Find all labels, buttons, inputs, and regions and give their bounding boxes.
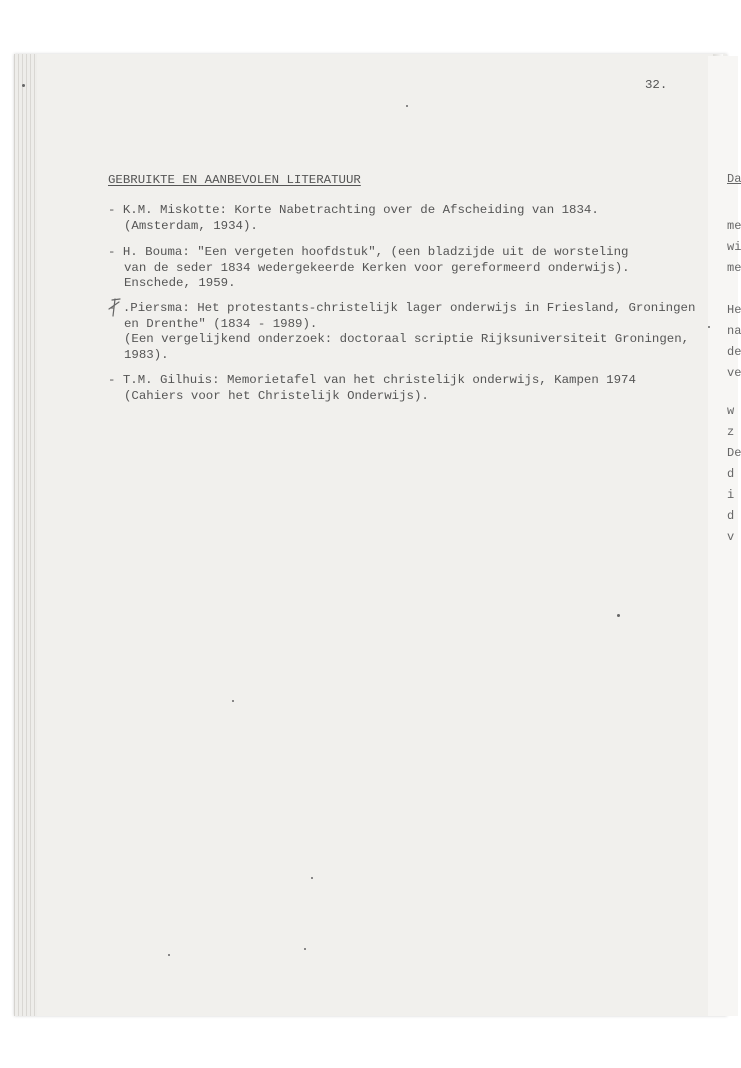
adjacent-page-fragment: z <box>727 425 735 439</box>
adjacent-page-fragment: Da <box>727 172 741 186</box>
adjacent-page-fragment: d <box>727 509 735 523</box>
paper-speck <box>708 326 710 328</box>
reference-entry <box>108 245 630 292</box>
document-page <box>37 54 713 1016</box>
page-number: 32. <box>645 78 668 92</box>
paper-speck <box>22 84 25 87</box>
reference-line: (Een vergelijkend onderzoek: doctoraal scriptie Rijksuniversiteit Groningen, <box>124 332 690 346</box>
adjacent-page-fragment: He <box>727 303 741 317</box>
reference-line: (Amsterdam, 1934). <box>124 218 258 233</box>
reference-line: 1983). <box>124 347 169 362</box>
adjacent-page-fragment: v <box>727 530 735 544</box>
reference-line: - .Piersma: Het protestants-christelijk lager onderwijs in Friesland, Groningen <box>108 301 696 315</box>
stacked-page-edges <box>15 54 37 1016</box>
reference-entry <box>108 373 636 404</box>
reference-line: (Cahiers voor het Christelijk Onderwijs). <box>124 388 429 403</box>
paper-speck <box>168 954 170 956</box>
reference-line: - T.M. Gilhuis: Memorietafel van het christelijk onderwijs, Kampen 1974 <box>108 373 636 387</box>
section-heading: GEBRUIKTE EN AANBEVOLEN LITERATUUR <box>108 173 361 187</box>
paper-speck <box>311 877 313 879</box>
adjacent-page-fragment: w <box>727 404 735 418</box>
handwritten-mark-icon <box>106 297 122 319</box>
adjacent-page-fragment: me <box>727 261 741 275</box>
adjacent-page-fragment: wi <box>727 240 741 254</box>
reference-line: van de seder 1834 wedergekeerde Kerken voor gereformeerd onderwijs). <box>124 260 630 275</box>
reference-line: - H. Bouma: "Een vergeten hoofdstuk", (een bladzijde uit de worsteling <box>108 245 629 259</box>
reference-line: - K.M. Miskotte: Korte Nabetrachting over de Afscheiding van 1834. <box>108 203 599 217</box>
paper-speck <box>304 948 306 950</box>
adjacent-page-fragment: De <box>727 446 741 460</box>
reference-entry <box>108 203 599 234</box>
adjacent-page-fragment: me <box>727 219 741 233</box>
adjacent-page-fragment: de <box>727 345 741 359</box>
adjacent-page-fragment: ve <box>727 366 741 380</box>
paper-speck <box>232 700 234 702</box>
paper-speck <box>617 614 620 617</box>
adjacent-page-fragment: i <box>727 488 735 502</box>
adjacent-page-fragment: d <box>727 467 735 481</box>
paper-speck <box>406 105 408 107</box>
reference-entry <box>108 301 695 363</box>
document-page-stack <box>14 54 727 1016</box>
reference-line: en Drenthe" (1834 - 1989). <box>124 316 318 331</box>
reference-line: Enschede, 1959. <box>124 276 236 290</box>
adjacent-page-fragment: na <box>727 324 741 338</box>
